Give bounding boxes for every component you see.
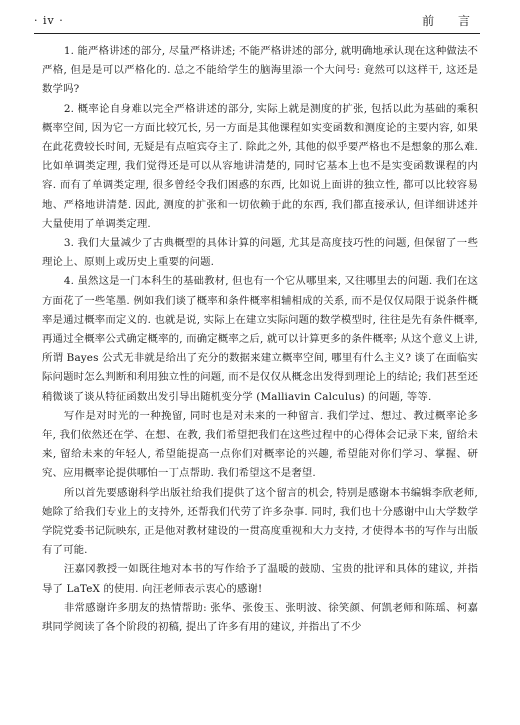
page-number: · iv · <box>34 14 64 27</box>
paragraph-item-1: 1. 能严格讲述的部分, 尽量严格讲述; 不能严格讲述的部分, 就明确地承认现在这种做法不严格, 但是是可以严格化的. 总之不能给学生的脑海里添一个大问号: 竟然可以这样干, 这还是数学吗? <box>42 45 478 96</box>
page-header <box>34 12 480 32</box>
header-rule <box>34 33 480 34</box>
paragraph-item-2: 2. 概率论自身难以完全严格讲述的部分, 实际上就是测度的扩张, 包括以此为基础的乘积概率空间, 因为它一方面比较冗长, 另一方面是其他课程如实变函数和测度论的主要内容, 如果在此花费较长时间, 无疑是有点喧宾夺主了. 除此之外, 其他的似乎要严格也不是想象的那么难. 比如单调类定理, 我们觉得还是可以从容地讲清楚的, 同时它基本上也不是实变函数课程的内容. 而有了单调类定理, 很多曾经令我们困惑的东西, 比如说上面讲的独立性, 都可以比较容易地、严格地讲清楚. 因此, 测度的扩张和一切依赖于此的东西, 我们都直接承认, 但详细讲述并大量使用了单调类定理. <box>42 102 478 230</box>
page-body <box>42 42 478 637</box>
paragraph-thanks-publisher: 所以首先要感谢科学出版社给我们提供了这个留言的机会, 特别是感谢本书编辑李欣老师, 她除了给我们专业上的支持外, 还帮我们代劳了许多杂事. 同时, 我们也十分感谢中山大学数学学院党委书记阮映东, 正是他对教材建设的一贯高度重视和大力支持, 才使得本书的写作与出版有了可能. <box>42 486 478 557</box>
running-title: 前 言 <box>422 14 480 28</box>
paragraph-item-4: 4. 虽然这是一门本科生的基础教材, 但也有一个它从哪里来, 又往哪里去的问题. 我们在这方面花了一些笔墨. 例如我们谈了概率和条件概率相辅相成的关系, 而不是仅仅局限于说条件概率是通过概率而定义的. 也就是说, 实际上在建立实际问题的数学模型时, 往往是先有条件概率, 再通过全概率公式确定概率的, 而确定概率之后, 就可以计算更多的条件概率; 从这个意义上讲, 所谓 Bayes 公式无非就是给出了充分的数据来建立概率空间, 哪里有什么主义? 谈了在面临实际问题时怎么判断和利用独立性的问题, 而不是仅仅从概念出发得到理论上的结论; 我们甚至还稍微谈了谈从特征函数出发引导出随机变分学 (Malliavin Calculus) 的问题, 等等. <box>42 275 478 403</box>
paragraph-writing: 写作是对时光的一种挽留, 同时也是对未来的一种留言. 我们学过、想过、教过概率论多年, 我们依然还在学、在想、在教, 我们希望把我们在这些过程中的心得体会记录下来, 留给未来, 留给未来的年轻人, 希望能提高一点你们对概率论的兴趣, 希望能对你们学习、掌握、研究、应用概率论提供哪怕一丁点帮助. 我们希望这不是奢望. <box>42 409 478 480</box>
paragraph-thanks-wang: 汪嘉冈教授一如既往地对本书的写作给予了温暖的鼓励、宝贵的批评和具体的建议, 并指导了 LaTeX 的使用. 向汪老师表示衷心的感谢! <box>42 563 478 595</box>
paragraph-item-3: 3. 我们大量减少了古典概型的具体计算的问题, 尤其是高度技巧性的问题, 但保留了一些理论上、原则上或历史上重要的问题. <box>42 237 478 269</box>
paragraph-thanks-friends: 非常感谢许多朋友的热情帮助: 张华、张俊玉、张明波、徐笑颜、何凯老师和陈瑶、柯嘉琪同学阅读了各个阶段的初稿, 提出了许多有用的建议, 并指出了不少 <box>42 601 478 634</box>
